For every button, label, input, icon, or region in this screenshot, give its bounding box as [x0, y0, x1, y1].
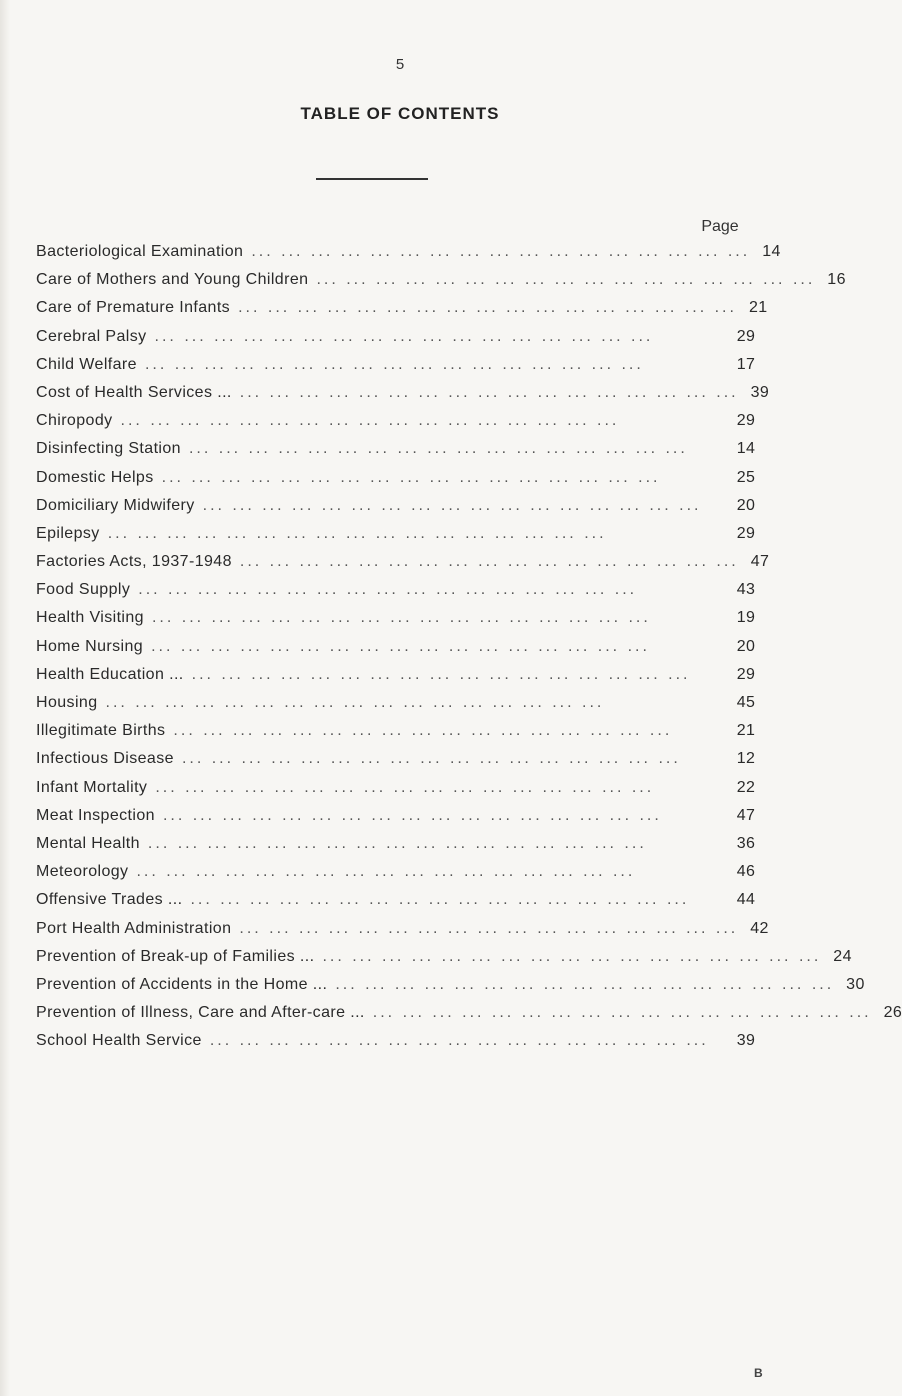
toc-entry: [36, 351, 766, 379]
toc-entry-page: 19: [736, 609, 756, 627]
toc-entry-page: 47: [736, 806, 756, 824]
dot-leader: ... ... ... ... ... ... ... ... ... ... ... ... ... ... ... ... ...: [209, 1032, 709, 1050]
dot-leader: ... ... ... ... ... ... ... ... ... ... ... ... ... ... ... ... ...: [155, 778, 655, 796]
toc-entry-page: 25: [736, 468, 756, 486]
toc-entry-title: Epilepsy: [36, 524, 100, 542]
toc-entry-title: Bacteriological Examination: [36, 243, 244, 260]
toc-entry-title: Health Visiting: [36, 609, 144, 627]
toc-entry-title: Offensive Trades ...: [36, 891, 183, 909]
toc-entry: [36, 238, 781, 266]
toc-entry-title: Meat Inspection: [36, 806, 155, 824]
toc-entry-title: Child Welfare: [36, 355, 137, 373]
toc-entry: [36, 971, 865, 999]
toc-entry: [36, 915, 769, 943]
page-edge-shadow: [0, 0, 10, 1396]
toc-entry: [36, 604, 766, 632]
dot-leader: ... ... ... ... ... ... ... ... ... ... ... ... ... ... ... ... ...: [322, 947, 822, 965]
signature-mark: B: [754, 1366, 763, 1380]
toc-entry-title: Food Supply: [36, 581, 131, 599]
dot-leader: ... ... ... ... ... ... ... ... ... ... ... ... ... ... ... ... ...: [316, 271, 816, 289]
toc-entry-title: Housing: [36, 694, 98, 711]
toc-entry-page: 14: [736, 440, 756, 458]
toc-entry: [36, 830, 766, 858]
dot-leader: ... ... ... ... ... ... ... ... ... ... ... ... ... ... ... ... ...: [173, 722, 673, 740]
toc-entry-page: 12: [736, 750, 756, 768]
dot-leader: ... ... ... ... ... ... ... ... ... ... ... ... ... ... ... ... ...: [154, 327, 654, 345]
toc-entry: [36, 266, 846, 294]
page-number: 5: [395, 56, 405, 73]
toc-entry-page: 21: [736, 722, 756, 740]
toc-entry: [36, 633, 766, 661]
toc-entry-title: Disinfecting Station: [36, 440, 181, 458]
toc-entry-page: 29: [736, 327, 756, 345]
toc-entry-page: 30: [846, 975, 865, 993]
toc-entry: [36, 379, 770, 407]
toc-entry: [36, 717, 766, 745]
dot-leader: ... ... ... ... ... ... ... ... ... ... ... ... ... ... ... ... ...: [161, 468, 661, 486]
toc-entry-page: 14: [762, 243, 781, 260]
toc-entry-page: 20: [736, 496, 756, 514]
toc-entry: [36, 576, 766, 604]
toc-entry-page: 29: [736, 524, 756, 542]
toc-entry-title: Home Nursing: [36, 637, 144, 655]
toc-entry-title: Meteorology: [36, 863, 129, 881]
toc-entry-page: 22: [736, 778, 756, 796]
dot-leader: ... ... ... ... ... ... ... ... ... ... ... ... ... ... ... ... ...: [181, 750, 681, 768]
toc-entry: [36, 802, 766, 830]
toc-entry-page: 45: [736, 694, 756, 711]
dot-leader: ... ... ... ... ... ... ... ... ... ... ... ... ... ... ... ... ...: [151, 637, 650, 655]
toc-entry: [36, 492, 766, 520]
toc-entry: [36, 520, 766, 548]
toc-entry-page: 39: [750, 383, 770, 401]
toc-entry-title: Infant Mortality: [36, 778, 148, 796]
toc-entry-title: Mental Health: [36, 834, 140, 852]
dot-leader: ... ... ... ... ... ... ... ... ... ... ... ... ... ... ... ... ...: [191, 665, 691, 683]
toc-entry-title: Prevention of Illness, Care and After-care ...: [36, 1004, 365, 1022]
toc-entry-title: Factories Acts, 1937-1948: [36, 553, 232, 571]
toc-entry-page: 16: [827, 271, 846, 289]
toc-entry-title: Health Education ...: [36, 665, 184, 683]
toc-entry-page: 17: [736, 355, 756, 373]
page-title: TABLE OF CONTENTS: [300, 104, 500, 123]
dot-leader: ... ... ... ... ... ... ... ... ... ... ... ... ... ... ... ... ...: [138, 581, 638, 599]
dot-leader: ... ... ... ... ... ... ... ... ... ... ... ... ... ... ... ... ...: [335, 975, 835, 993]
dot-leader: ... ... ... ... ... ... ... ... ... ... ... ... ... ... ... ... ...: [190, 891, 690, 909]
dot-leader: ... ... ... ... ... ... ... ... ... ... ... ... ... ... ... ... ...: [238, 299, 737, 317]
toc-entry-title: Domiciliary Midwifery: [36, 496, 195, 514]
toc-entry-page: 46: [736, 863, 756, 881]
title-divider: [316, 178, 428, 180]
toc-entry-page: 43: [736, 581, 756, 599]
toc-entry: [36, 774, 766, 802]
toc-entry: [36, 858, 766, 886]
toc-entry-page: 36: [736, 834, 756, 852]
toc-entry-page: 29: [736, 412, 756, 430]
toc-entry: [36, 943, 852, 971]
toc-entry-title: Port Health Administration: [36, 919, 232, 937]
toc-entry: [36, 886, 766, 914]
toc-entry-page: 39: [736, 1032, 756, 1050]
toc-entry-title: Care of Mothers and Young Children: [36, 271, 309, 289]
dot-leader: ... ... ... ... ... ... ... ... ... ... ... ... ... ... ... ... ...: [147, 834, 647, 852]
toc-entry-title: Illegitimate Births: [36, 722, 166, 740]
dot-leader: ... ... ... ... ... ... ... ... ... ... ... ... ... ... ... ... ...: [107, 524, 607, 542]
dot-leader: ... ... ... ... ... ... ... ... ... ... ... ... ... ... ... ... ...: [239, 383, 739, 401]
toc-entry-title: Domestic Helps: [36, 468, 154, 486]
toc-entry: [36, 548, 770, 576]
toc-entry-page: 26: [883, 1004, 902, 1022]
toc-entry-title: Chiropody: [36, 412, 113, 430]
dot-leader: ... ... ... ... ... ... ... ... ... ... ... ... ... ... ... ... ...: [372, 1004, 872, 1022]
dot-leader: ... ... ... ... ... ... ... ... ... ... ... ... ... ... ... ... ...: [188, 440, 688, 458]
toc-entry: [36, 323, 766, 351]
toc-entry-page: 29: [736, 665, 756, 683]
toc-entry-page: 47: [750, 553, 770, 571]
toc-list: [36, 238, 902, 1055]
toc-entry-title: Prevention of Accidents in the Home ...: [36, 975, 328, 993]
dot-leader: ... ... ... ... ... ... ... ... ... ... ... ... ... ... ... ... ...: [162, 806, 662, 824]
dot-leader: ... ... ... ... ... ... ... ... ... ... ... ... ... ... ... ... ...: [144, 355, 644, 373]
dot-leader: ... ... ... ... ... ... ... ... ... ... ... ... ... ... ... ... ...: [202, 496, 702, 514]
toc-entry-title: Care of Premature Infants: [36, 299, 231, 317]
toc-entry: [36, 464, 766, 492]
toc-entry-page: 24: [833, 947, 852, 965]
toc-entry-title: Infectious Disease: [36, 750, 174, 768]
dot-leader: ... ... ... ... ... ... ... ... ... ... ... ... ... ... ... ... ...: [239, 553, 739, 571]
toc-entry: [36, 407, 766, 435]
toc-entry: [36, 661, 766, 689]
toc-entry: [36, 435, 766, 463]
dot-leader: ... ... ... ... ... ... ... ... ... ... ... ... ... ... ... ... ...: [239, 919, 739, 937]
toc-entry: [36, 689, 766, 717]
toc-entry: [36, 999, 902, 1027]
dot-leader: ... ... ... ... ... ... ... ... ... ... ... ... ... ... ... ... ...: [105, 694, 605, 711]
dot-leader: ... ... ... ... ... ... ... ... ... ... ... ... ... ... ... ... ...: [120, 412, 620, 430]
toc-entry-title: School Health Service: [36, 1032, 202, 1050]
toc-entry: [36, 1027, 766, 1055]
toc-entry-page: 42: [750, 919, 769, 937]
toc-entry-page: 20: [736, 637, 756, 655]
toc-entry: [36, 745, 766, 773]
toc-entry-page: 44: [736, 891, 756, 909]
dot-leader: ... ... ... ... ... ... ... ... ... ... ... ... ... ... ... ... ...: [151, 609, 651, 627]
toc-entry: [36, 294, 766, 322]
dot-leader: ... ... ... ... ... ... ... ... ... ... ... ... ... ... ... ... ...: [136, 863, 636, 881]
toc-entry-title: Cost of Health Services ...: [36, 383, 232, 401]
dot-leader: ... ... ... ... ... ... ... ... ... ... ... ... ... ... ... ... ...: [251, 243, 751, 260]
page-column-header: Page: [701, 218, 739, 235]
toc-entry-title: Prevention of Break-up of Families ...: [36, 947, 315, 965]
toc-entry-page: 21: [748, 299, 768, 317]
toc-entry-title: Cerebral Palsy: [36, 327, 147, 345]
